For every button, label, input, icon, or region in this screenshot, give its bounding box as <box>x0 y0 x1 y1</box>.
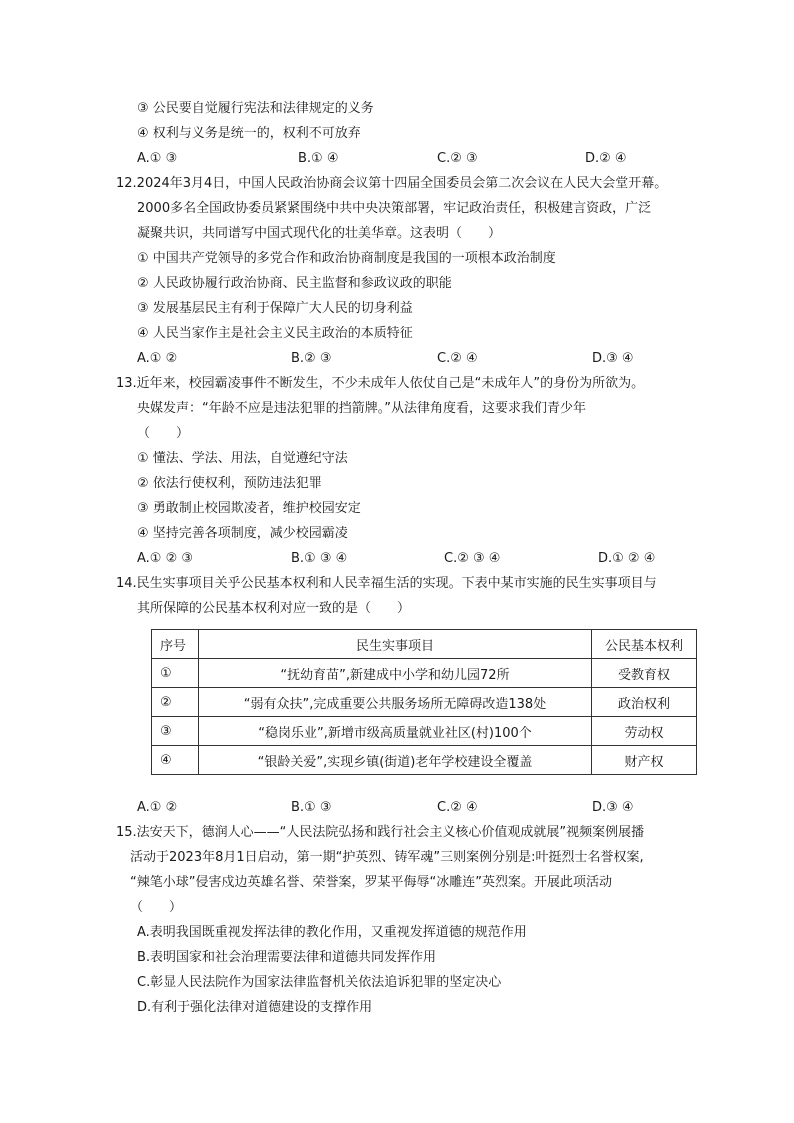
table-cell-right: 政治权利 <box>592 688 697 717</box>
q12-item-4: ④ 人民当家作主是社会主义民主政治的本质特征 <box>137 326 413 341</box>
q12-option-d[interactable]: D.③ ④ <box>592 351 634 366</box>
q11-options <box>0 150 794 168</box>
rights-table <box>151 629 697 775</box>
q12-option-c[interactable]: C.② ④ <box>437 351 478 366</box>
q14-option-d[interactable]: D.③ ④ <box>592 800 634 815</box>
q15-stem-line-2: 活动于2023年8月1日启动，第一期“护英烈、铸军魂”三则案例分别是:叶挺烈士名誉权案, <box>130 850 644 865</box>
table-row <box>152 659 697 688</box>
table-header-index: 序号 <box>152 630 199 659</box>
q13-options <box>0 550 794 568</box>
table-cell-project: “稳岗乐业”,新增市级高质量就业社区(村)100个 <box>199 717 592 746</box>
q11-item-4: ④ 权利与义务是统一的，权利不可放弃 <box>137 126 361 141</box>
q13-option-b[interactable]: B.① ③ ④ <box>291 551 348 566</box>
table-cell-project: “银龄关爱”,实现乡镇(街道)老年学校建设全覆盖 <box>199 746 592 775</box>
q13-option-c[interactable]: C.② ③ ④ <box>444 551 501 566</box>
table-cell-index: ④ <box>152 746 199 775</box>
table-header-row <box>152 630 697 659</box>
q15-option-c[interactable]: C.彰显人民法院作为国家法律监督机关依法追诉犯罪的坚定决心 <box>137 975 502 990</box>
q14-option-b[interactable]: B.① ③ <box>291 800 332 815</box>
q13-stem-line-2: 央媒发声：“年龄不应是违法犯罪的挡箭牌。”从法律角度看，这要求我们青少年 <box>137 401 586 416</box>
table-cell-project: “弱有众扶”,完成重要公共服务场所无障碍改造138处 <box>199 688 592 717</box>
q12-option-b[interactable]: B.② ③ <box>291 351 332 366</box>
q14-stem-line-2: 其所保障的公民基本权利对应一致的是（ ） <box>137 601 411 616</box>
table-header-project: 民生实事项目 <box>199 630 592 659</box>
q12-item-2: ② 人民政协履行政治协商、民主监督和参政议政的职能 <box>137 276 452 291</box>
q11-option-d[interactable]: D.② ④ <box>585 151 627 166</box>
q14-stem-line-1: 14.民生实事项目关乎公民基本权利和人民幸福生活的实现。下表中某市实施的民生实事项目与 <box>116 576 657 591</box>
q13-item-4: ④ 坚持完善各项制度，减少校园霸凌 <box>137 526 348 541</box>
q12-option-a[interactable]: A.① ② <box>137 351 178 366</box>
q13-option-d[interactable]: D.① ② ④ <box>598 551 656 566</box>
table-header-right: 公民基本权利 <box>592 630 697 659</box>
q12-options <box>0 350 794 368</box>
q12-item-1: ① 中国共产党领导的多党合作和政治协商制度是我国的一项根本政治制度 <box>137 251 556 266</box>
q15-option-b[interactable]: B.表明国家和社会治理需要法律和道德共同发挥作用 <box>137 950 437 965</box>
q14-options <box>0 799 794 817</box>
table-row <box>152 688 697 717</box>
q12-stem-line-1: 12.2024年3月4日，中国人民政治协商会议第十四届全国委员会第二次会议在人民大会堂开幕。 <box>116 176 668 191</box>
table-cell-index: ② <box>152 688 199 717</box>
q13-stem-line-1: 13.近年来，校园霸凌事件不断发生，不少未成年人依仗自己是“未成年人”的身份为所欲为。 <box>116 376 645 391</box>
table-cell-right: 受教育权 <box>592 659 697 688</box>
table-cell-index: ① <box>152 659 199 688</box>
q13-stem-line-3: （ ） <box>137 426 190 441</box>
q15-option-a[interactable]: A.表明我国既重视发挥法律的教化作用，又重视发挥道德的规范作用 <box>137 925 527 940</box>
q15-stem-line-3: “辣笔小球”侵害戍边英雄名誉、荣誉案，罗某平侮辱“冰雕连”英烈案。开展此项活动 <box>130 875 612 890</box>
q15-option-d[interactable]: D.有利于强化法律对道德建设的支撑作用 <box>137 1000 373 1015</box>
q13-item-2: ② 依法行使权利，预防违法犯罪 <box>137 476 322 491</box>
q14-option-c[interactable]: C.② ④ <box>437 800 478 815</box>
q11-option-a[interactable]: A.① ③ <box>137 151 178 166</box>
q11-option-c[interactable]: C.② ③ <box>437 151 478 166</box>
q13-item-3: ③ 勇敢制止校园欺凌者，维护校园安定 <box>137 501 361 516</box>
q15-stem-line-4: （ ） <box>130 900 183 915</box>
q15-stem-line-1: 15.法安天下，德润人心——“人民法院弘扬和践行社会主义核心价值观成就展”视频案例展播 <box>116 825 645 840</box>
table-cell-index: ③ <box>152 717 199 746</box>
table-cell-right: 劳动权 <box>592 717 697 746</box>
q12-stem-line-2: 2000多名全国政协委员紧紧围绕中共中央决策部署，牢记政治责任，积极建言资政，广泛 <box>137 201 652 216</box>
table-row <box>152 746 697 775</box>
q11-option-b[interactable]: B.① ④ <box>298 151 339 166</box>
q14-option-a[interactable]: A.① ② <box>137 800 178 815</box>
table-cell-right: 财产权 <box>592 746 697 775</box>
q12-stem-line-3: 凝聚共识，共同谱写中国式现代化的壮美华章。这表明（ ） <box>137 226 502 241</box>
q12-item-3: ③ 发展基层民主有利于保障广大人民的切身利益 <box>137 301 413 316</box>
q13-option-a[interactable]: A.① ② ③ <box>137 551 194 566</box>
table-row <box>152 717 697 746</box>
q11-item-3: ③ 公民要自觉履行宪法和法律规定的义务 <box>137 101 374 116</box>
q13-item-1: ① 懂法、学法、用法，自觉遵纪守法 <box>137 451 348 466</box>
table-cell-project: “抚幼育苗”,新建成中小学和幼儿园72所 <box>199 659 592 688</box>
